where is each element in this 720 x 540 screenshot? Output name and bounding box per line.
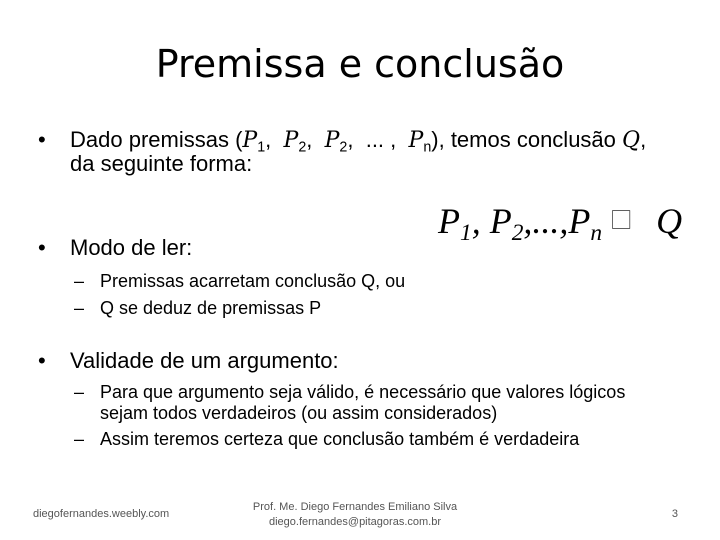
b1-pre: Dado premissas ( [70, 127, 243, 152]
subbullet-deduz-text: Q se deduz de premissas P [100, 298, 322, 318]
formula-p2: P [489, 201, 512, 241]
footer-author-email: diego.fernandes@pitagoras.com.br [269, 516, 441, 528]
formula-s2: 2 [511, 220, 524, 247]
footer-website: diegofernandes.weebly.com [33, 508, 170, 520]
b1-pn: P [408, 128, 424, 153]
b1-s1: 1 [257, 139, 266, 156]
formula-s1: 1 [460, 220, 472, 247]
subbullet-acarretam-text: Premissas acarretam conclusão Q, ou [100, 271, 406, 291]
bullet-premissas-line1: Dado premissas ($P_1$, $P_2$, $P_2$, ... , $P_n$), temos conclusão Q, [70, 127, 647, 156]
page-number: 3 [671, 508, 678, 520]
bullet-modo-de-ler-text: Modo de ler: [70, 235, 193, 260]
b1-q: Q [622, 128, 641, 153]
footer-author-name: Prof. Me. Diego Fernandes Emiliano Silva [252, 501, 458, 513]
formula-p1: P [438, 201, 460, 241]
dash-marker: – [74, 382, 85, 402]
bullet-dot: • [38, 235, 46, 260]
bullet-premissas-line2: da seguinte forma: [70, 151, 253, 176]
subbullet-valido-text-2: sejam todos verdadeiros (ou assim considerados) [100, 403, 498, 423]
b1-p1: P [242, 128, 258, 153]
formula-q: Q [656, 201, 683, 241]
dash-marker: – [74, 271, 85, 291]
formula-dots: ,..., [523, 201, 569, 241]
subbullet-valido-text-1: Para que argumento seja válido, é necessário que valores lógicos [100, 382, 626, 402]
b1-post: , [640, 127, 647, 152]
b1-p3: P [324, 128, 340, 153]
implication-formula: $P_1$, $P_2,...,P_n$ ⃞ Q [438, 201, 683, 247]
formula-sn: n [590, 220, 603, 247]
b1-s3: 2 [339, 139, 348, 156]
b1-s2: 2 [298, 139, 307, 156]
b1-sn: n [423, 139, 432, 156]
dash-marker: – [74, 429, 85, 449]
subbullet-certeza-text: Assim teremos certeza que conclusão também é verdadeira [100, 429, 580, 449]
bullet-dot: • [38, 127, 46, 152]
b1-p2: P [283, 128, 299, 153]
footer-author [230, 500, 480, 530]
formula-pn: P [568, 201, 591, 241]
b1-mid: ), temos conclusão [431, 127, 616, 152]
bullet-dot: • [38, 348, 46, 373]
slide-title: Premissa e conclusão [155, 42, 565, 86]
bullet-validade-text: Validade de um argumento: [70, 348, 339, 373]
dash-marker: – [74, 298, 85, 318]
implies-symbol: ⃞ [611, 208, 632, 232]
